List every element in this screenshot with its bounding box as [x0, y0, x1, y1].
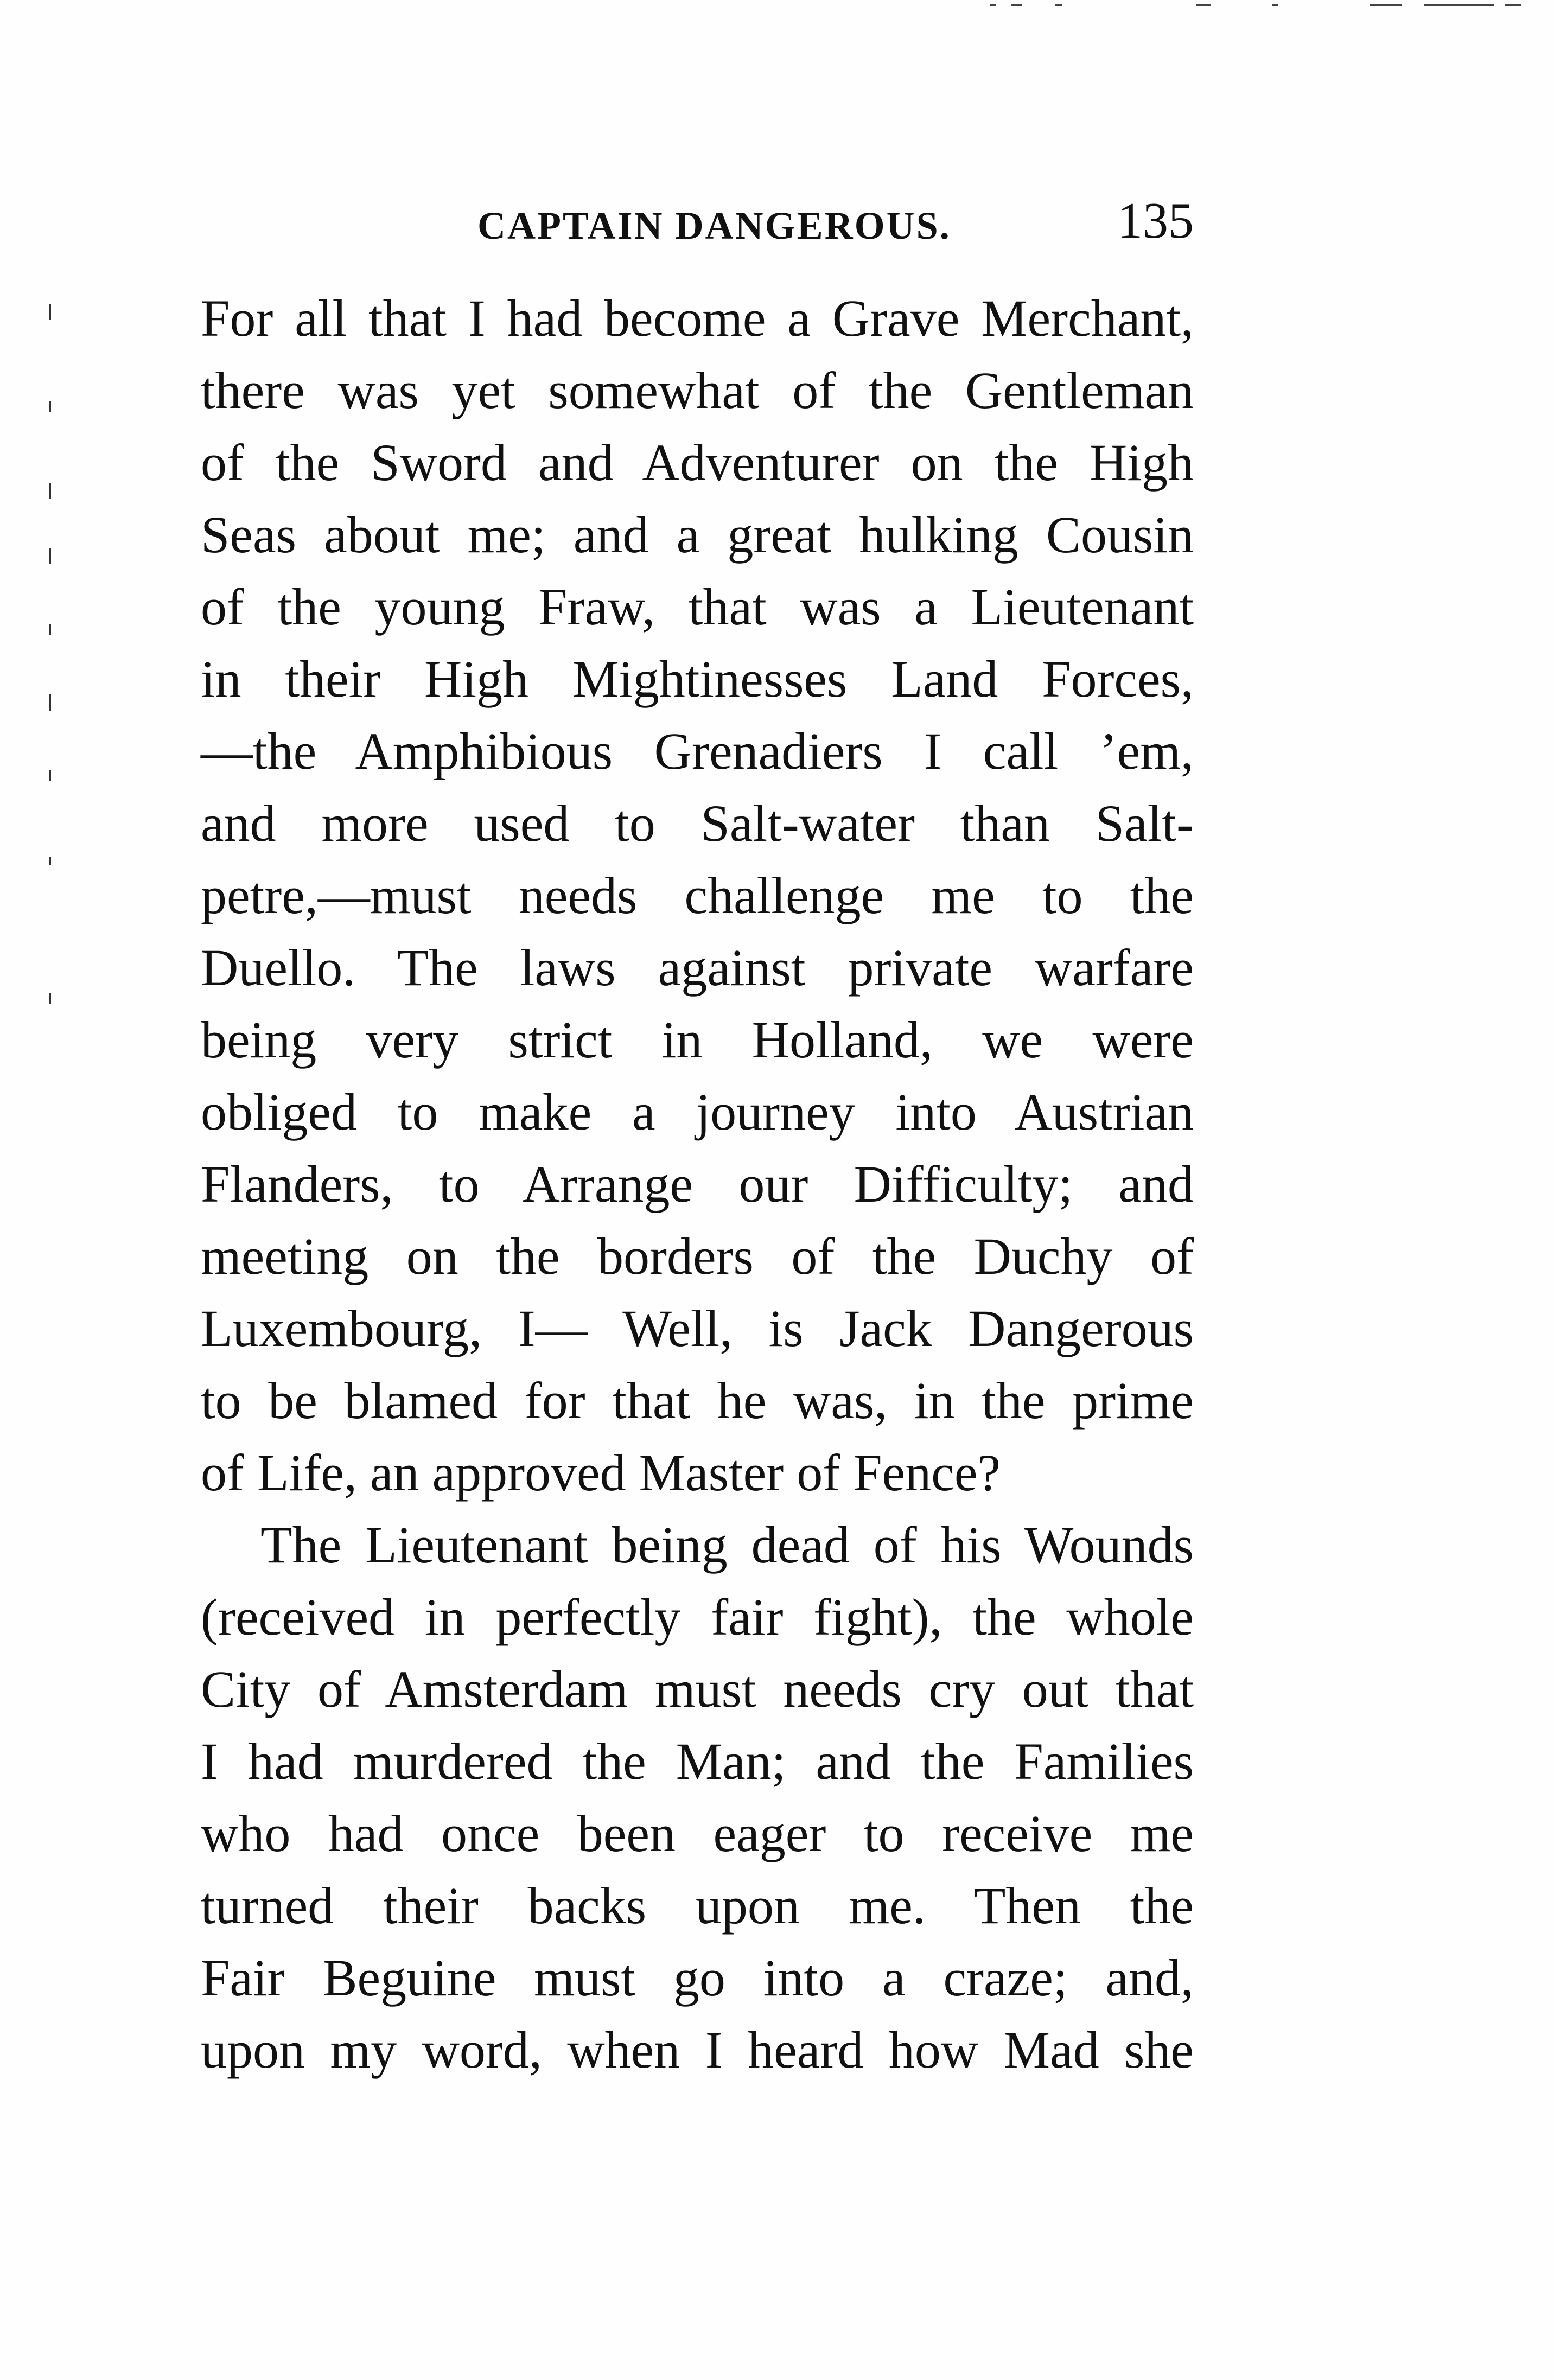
paragraph-2 [201, 1509, 1194, 2086]
text-line: there was yet somewhat of the Gentleman [201, 361, 1194, 419]
text-line: who had once been eager to receive me [201, 1804, 1194, 1862]
text-line: upon my word, when I heard how Mad she [201, 2021, 1194, 2079]
text-line: I had murdered the Man; and the Families [201, 1732, 1194, 1790]
text-line: The Lieutenant being dead of his Wounds [260, 1516, 1194, 1574]
running-head: CAPTAIN DANGEROUS. [477, 204, 951, 247]
text-line: obliged to make a journey into Austrian [201, 1083, 1194, 1141]
text-line: being very strict in Holland, we were [201, 1011, 1194, 1069]
text-line: For all that I had become a Grave Merchant, [201, 289, 1194, 347]
text-line: meeting on the borders of the Duchy of [201, 1227, 1194, 1285]
text-line: of the young Fraw, that was a Lieutenant [201, 578, 1194, 636]
text-line: Seas about me; and a great hulking Cousin [201, 506, 1194, 564]
page-number: 135 [1117, 193, 1194, 249]
text-line: to be blamed for that he was, in the prime [201, 1371, 1194, 1430]
paragraph-1 [201, 282, 1194, 1509]
text-line: of the Sword and Adventurer on the High [201, 433, 1194, 492]
text-line: Luxembourg, I— Well, is Jack Dangerous [201, 1299, 1194, 1357]
body-text [201, 282, 1194, 2086]
page-header [201, 193, 1194, 263]
text-line: petre,—must needs challenge me to the [201, 866, 1194, 924]
text-line: (received in perfectly fair fight), the whole [201, 1588, 1194, 1646]
margin-marks [49, 293, 60, 1052]
text-line: Flanders, to Arrange our Difficulty; and [201, 1155, 1194, 1213]
text-line: —the Amphibious Grenadiers I call ’em, [201, 722, 1194, 780]
text-line: of Life, an approved Master of Fence? [201, 1444, 1001, 1502]
text-line: Fair Beguine must go into a craze; and, [201, 1949, 1194, 2007]
text-line: City of Amsterdam must needs cry out that [201, 1660, 1194, 1718]
scan-artifact [990, 0, 1532, 13]
text-line: Duello. The laws against private warfare [201, 939, 1194, 997]
text-line: in their High Mightinesses Land Forces, [201, 650, 1194, 708]
text-line: turned their backs upon me. Then the [201, 1877, 1194, 1935]
text-line: and more used to Salt-water than Salt- [201, 794, 1194, 852]
